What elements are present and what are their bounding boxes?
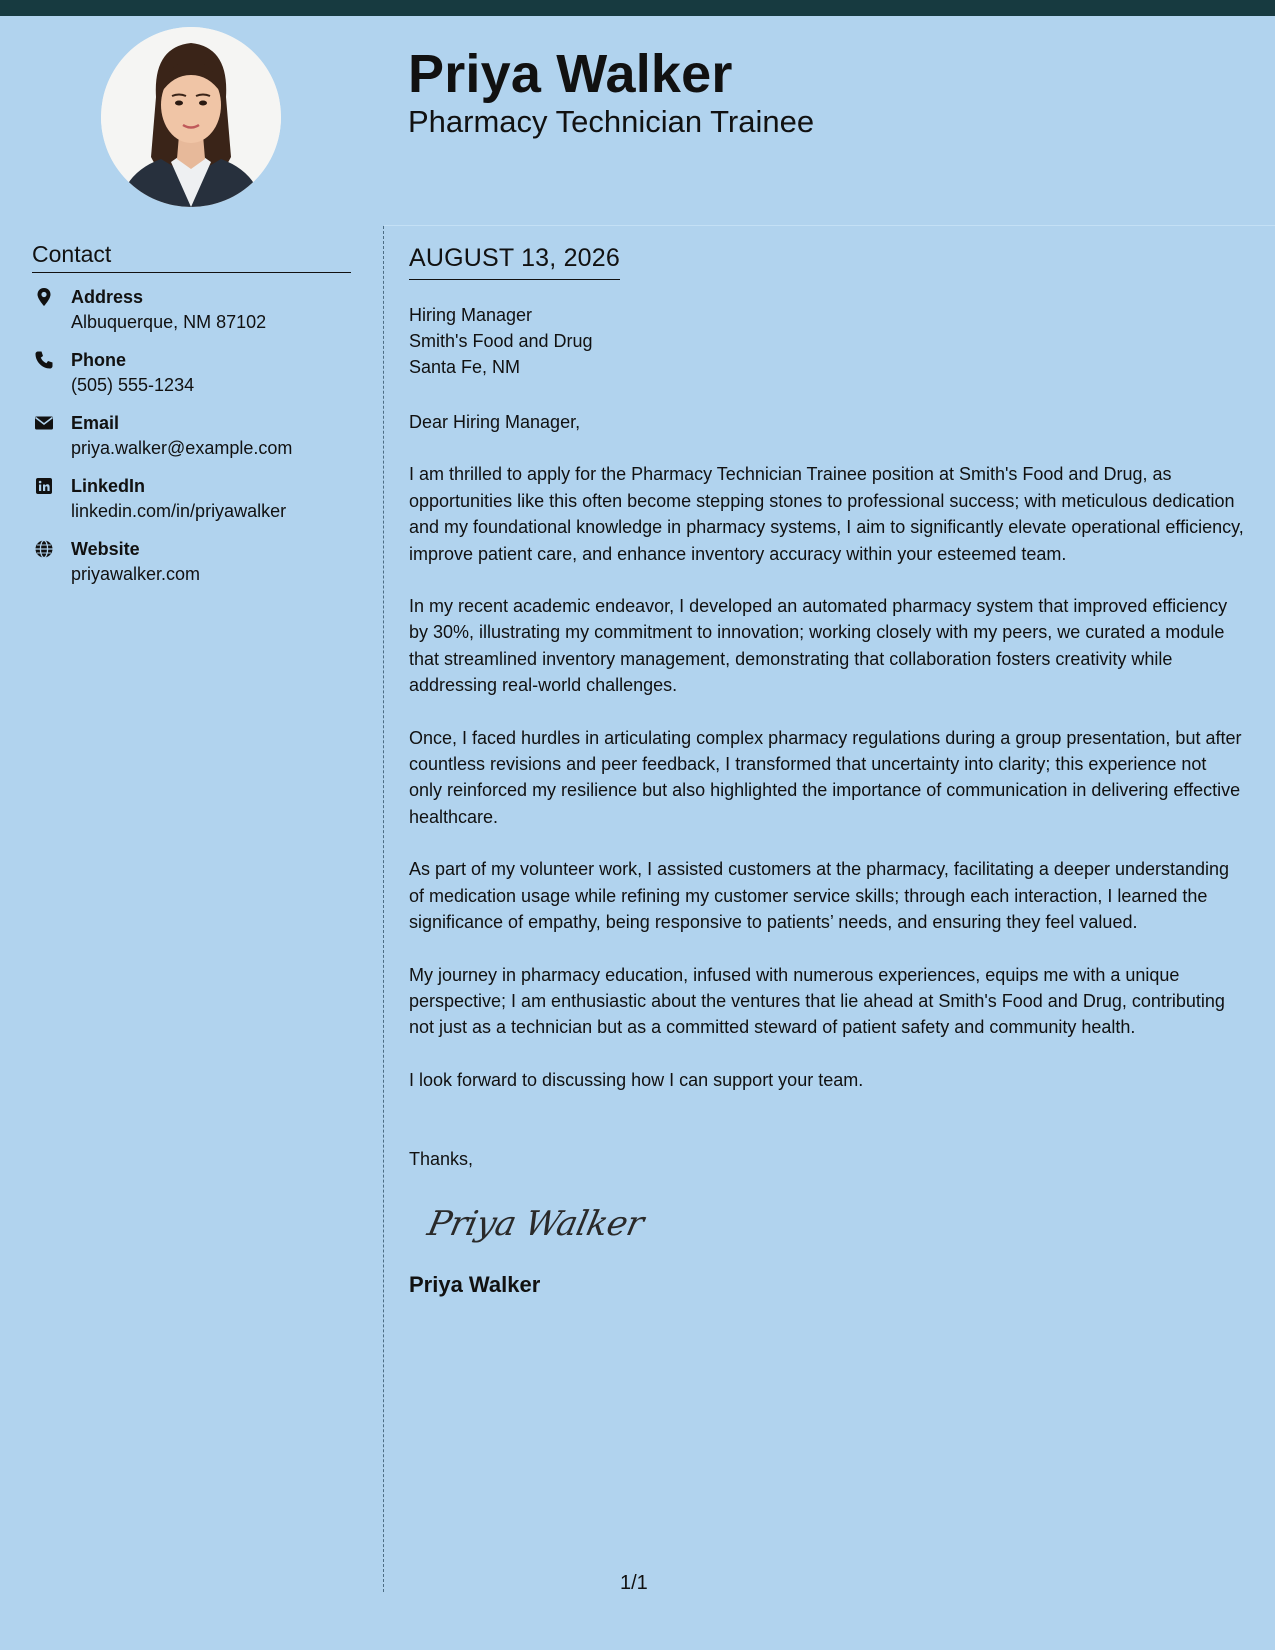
letter-date: AUGUST 13, 2026	[409, 243, 620, 280]
handwritten-signature: Priya Walker	[424, 1203, 647, 1244]
contact-list	[32, 284, 362, 599]
contact-item-phone	[32, 347, 362, 410]
contact-item-address	[32, 284, 362, 347]
globe-icon	[34, 539, 54, 559]
map-pin-icon	[34, 287, 54, 307]
contact-label: LinkedIn	[71, 476, 146, 496]
column-divider	[383, 226, 384, 1592]
cover-letter	[409, 243, 1244, 1299]
contact-label: Email	[71, 413, 120, 433]
letter-paragraph: Once, I faced hurdles in articulating complex pharmacy regulations during a group presentation, but after countless revisions and peer feedback, I transformed that uncertainty into clarity; this experience not only reinforced my resilience but also highlighted the importance of communication in delivering effective healthcare.	[409, 727, 1242, 827]
phone-value: (505) 555-1234	[71, 375, 195, 395]
salutation: Dear Hiring Manager,	[409, 412, 581, 432]
email-value[interactable]: priya.walker@example.com	[71, 438, 293, 458]
phone-icon	[34, 350, 54, 370]
recipient-line: Santa Fe, NM	[409, 357, 521, 377]
website-value[interactable]: priyawalker.com	[71, 564, 201, 584]
applicant-name: Priya Walker	[408, 44, 733, 104]
contact-label: Website	[71, 539, 140, 559]
contact-heading: Contact	[32, 240, 351, 273]
closing: Thanks,	[409, 1149, 474, 1170]
recipient-line: Hiring Manager	[409, 305, 533, 325]
linkedin-icon	[34, 476, 54, 496]
recipient-line: Smith's Food and Drug	[409, 331, 593, 351]
recipient-block	[409, 302, 1244, 380]
letter-paragraph: I am thrilled to apply for the Pharmacy Technician Trainee position at Smith's Food and Drug, as opportunities like this often become stepping stones to professional success; with meticulous dedication and my foundational knowledge in pharmacy systems, I aim to significantly elevate operational efficiency, improve patient care, and enhance inventory accuracy within your esteemed team.	[409, 464, 1244, 564]
letter-paragraph: My journey in pharmacy education, infused with numerous experiences, equips me with a unique perspective; I am enthusiastic about the ventures that lie ahead at Smith's Food and Drug, contributing not just as a technician but as a committed steward of patient safety and community health.	[409, 964, 1225, 1038]
address-value: Albuquerque, NM 87102	[71, 312, 267, 332]
top-accent-bar	[0, 0, 1275, 16]
letter-paragraph: As part of my volunteer work, I assisted customers at the pharmacy, facilitating a deeper understanding of medication usage while refining my customer service skills; through each interaction, I learned the significance of empathy, being responsive to patients’ needs, and ensuring they feel valued.	[409, 859, 1230, 933]
applicant-title: Pharmacy Technician Trainee	[408, 104, 815, 139]
page-number: 1/1	[620, 1572, 648, 1594]
contact-item-email	[32, 410, 362, 473]
letter-paragraph: I look forward to discussing how I can support your team.	[409, 1069, 864, 1090]
contact-item-linkedin	[32, 473, 362, 536]
contact-item-website	[32, 536, 362, 599]
letter-paragraph: In my recent academic endeavor, I developed an automated pharmacy system that improved efficiency by 30%, illustrating my commitment to innovation; working closely with my peers, we curated a module that streamlined inventory management, demonstrating that collaboration fosters creativity while addressing real-world challenges.	[409, 596, 1228, 696]
contact-label: Address	[71, 287, 144, 307]
signer-name: Priya Walker	[409, 1271, 541, 1297]
envelope-icon	[34, 413, 54, 433]
contact-label: Phone	[71, 350, 127, 370]
profile-photo	[101, 27, 281, 207]
header-divider	[384, 225, 1275, 226]
linkedin-value[interactable]: linkedin.com/in/priyawalker	[71, 501, 287, 521]
